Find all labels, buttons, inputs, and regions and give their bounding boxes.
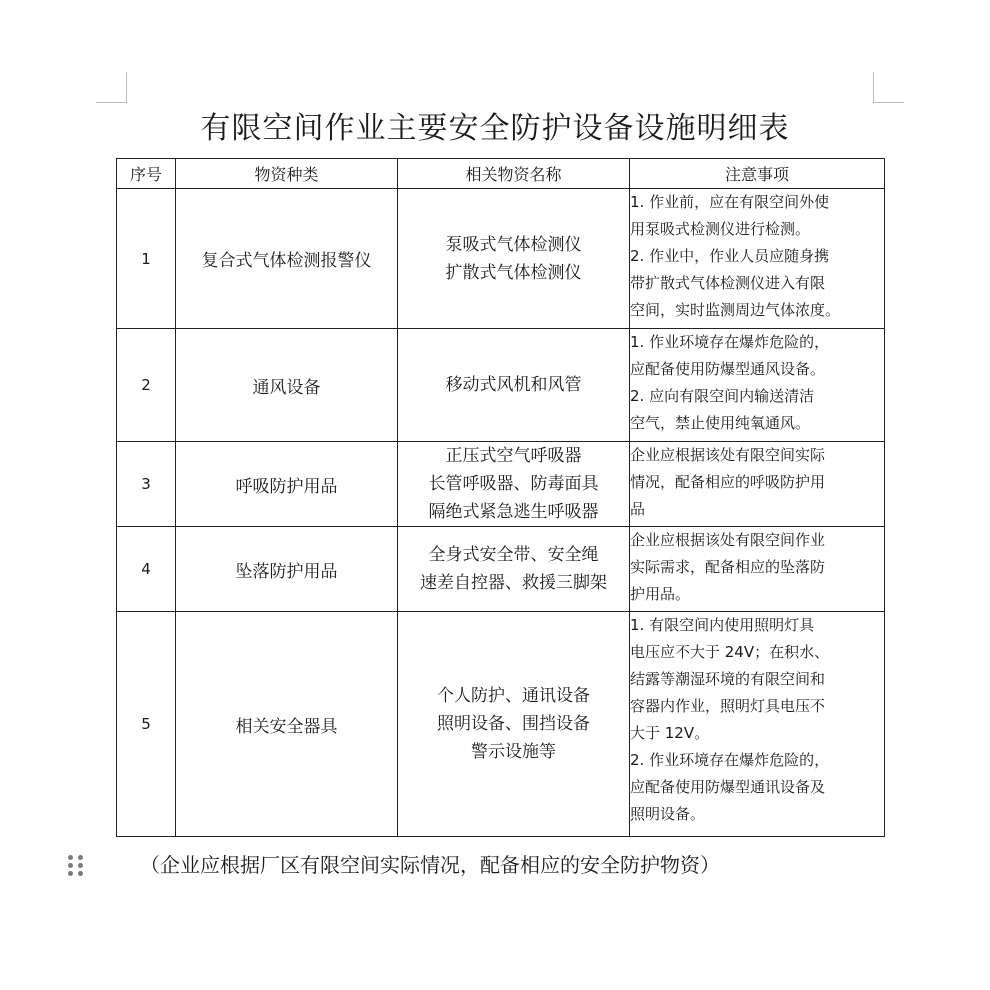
- note-line: 应配备使用防爆型通讯设备及: [630, 778, 826, 796]
- row-notes: [630, 442, 885, 527]
- row-category: 呼吸防护用品: [176, 442, 398, 527]
- row-category: 相关安全器具: [176, 612, 398, 837]
- note-line: 1. 有限空间内使用照明灯具: [630, 616, 815, 634]
- table-row: [117, 527, 885, 612]
- note-line: 1. 作业环境存在爆炸危险的，: [630, 333, 830, 351]
- row-items: [398, 189, 630, 329]
- note-line: 1. 作业前，应在有限空间外使: [630, 193, 830, 211]
- item-line: 泵吸式气体检测仪: [445, 234, 582, 255]
- note-line: 容器内作业，照明灯具电压不: [630, 697, 826, 715]
- page-corner-mark-top-right: [873, 72, 904, 103]
- table-header-row: [117, 159, 885, 189]
- paragraph-drag-handle-icon[interactable]: [68, 855, 84, 879]
- item-line: 隔绝式紧急逃生呼吸器: [428, 502, 599, 522]
- item-line: 长管呼吸器、防毒面具: [428, 474, 599, 494]
- item-line: 扩散式气体检测仪: [445, 262, 582, 283]
- note-line: 实际需求，配备相应的坠落防: [630, 558, 826, 576]
- header-category: 物资种类: [176, 159, 398, 189]
- row-number: 3: [117, 442, 176, 527]
- row-notes: [630, 329, 885, 442]
- row-notes: [630, 612, 885, 837]
- note-line: 空间，实时监测周边气体浓度。: [630, 301, 841, 319]
- note-line: 2. 作业环境存在爆炸危险的，: [630, 751, 830, 769]
- document-title: 有限空间作业主要安全防护设备设施明细表: [200, 111, 790, 146]
- note-line: 用泵吸式检测仪进行检测。: [630, 220, 811, 238]
- note-line: 企业应根据该处有限空间作业: [630, 531, 826, 549]
- row-notes: [630, 189, 885, 329]
- item-line: 移动式风机和风管: [445, 375, 582, 395]
- row-category: 坠落防护用品: [176, 527, 398, 612]
- item-line: 警示设施等: [471, 742, 556, 762]
- note-line: 2. 作业中，作业人员应随身携: [630, 247, 830, 265]
- row-number: 1: [117, 189, 176, 329]
- header-items: 相关物资名称: [398, 159, 630, 189]
- row-category: 通风设备: [176, 329, 398, 442]
- note-line: 情况，配备相应的呼吸防护用: [630, 473, 826, 491]
- row-items: [398, 329, 630, 442]
- note-line: 照明设备。: [630, 805, 706, 823]
- note-line: 护用品。: [630, 585, 691, 603]
- row-items: [398, 612, 630, 837]
- table-row: [117, 189, 885, 329]
- note-line: 空气，禁止使用纯氧通风。: [630, 414, 811, 432]
- item-line: 全身式安全带、安全绳: [428, 545, 599, 565]
- note-line: 电压应不大于 24V；在积水、: [630, 643, 830, 661]
- footnote-paragraph: （企业应根据厂区有限空间实际情况，配备相应的安全防护物资）: [140, 853, 720, 877]
- row-number: 2: [117, 329, 176, 442]
- row-notes: [630, 527, 885, 612]
- item-line: 速差自控器、救援三脚架: [420, 573, 607, 593]
- note-line: 企业应根据该处有限空间实际: [630, 446, 826, 464]
- note-line: 结露等潮湿环境的有限空间和: [630, 670, 826, 688]
- table-row: [117, 442, 885, 527]
- item-line: 正压式空气呼吸器: [445, 446, 582, 466]
- note-line: 应配备使用防爆型通风设备。: [630, 360, 826, 378]
- note-line: 品: [630, 500, 646, 518]
- note-line: 2. 应向有限空间内输送清洁: [630, 387, 815, 405]
- row-number: 5: [117, 612, 176, 837]
- header-notes: 注意事项: [630, 159, 885, 189]
- page-corner-mark-top-left: [96, 72, 127, 103]
- row-items: [398, 527, 630, 612]
- item-line: 照明设备、围挡设备: [437, 714, 590, 734]
- item-line: 个人防护、通讯设备: [437, 686, 590, 706]
- table-row: [117, 612, 885, 837]
- header-seq: 序号: [117, 159, 176, 189]
- note-line: 带扩散式气体检测仪进入有限: [630, 274, 826, 292]
- equipment-table: [116, 158, 885, 837]
- row-category: 复合式气体检测报警仪: [176, 189, 398, 329]
- row-items: [398, 442, 630, 527]
- row-number: 4: [117, 527, 176, 612]
- note-line: 大于 12V。: [630, 724, 710, 742]
- table-row: [117, 329, 885, 442]
